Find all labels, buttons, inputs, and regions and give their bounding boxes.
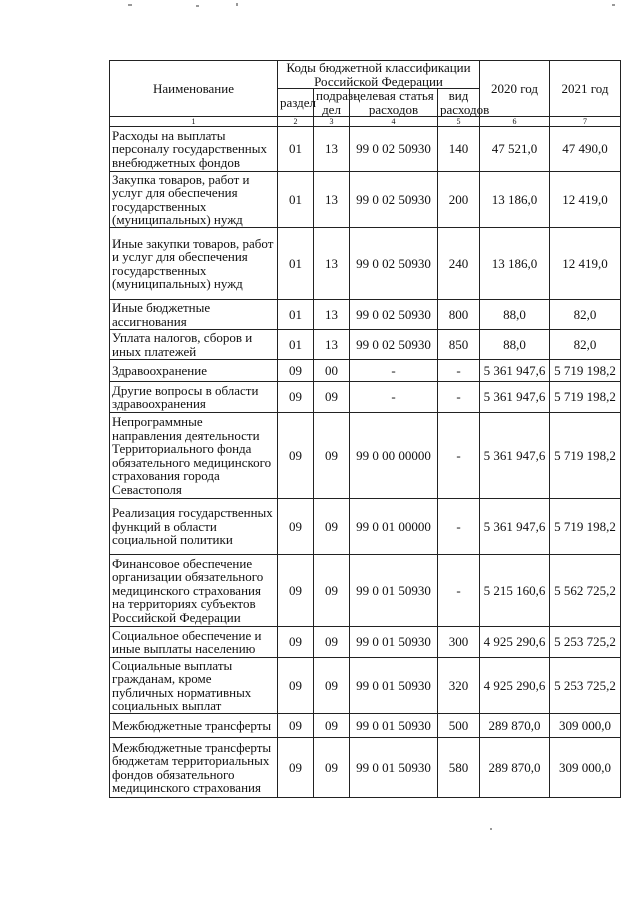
row-name: Финансовое обеспечение организации обязательного медицинского страхования на территориях субъектов Российской Федерации: [110, 555, 278, 627]
row-name: Социальное обеспечение и иные выплаты населению: [110, 627, 278, 658]
row-name: Иные закупки товаров, работ и услуг для обеспечения государственных (муниципальных) нужд: [110, 228, 278, 300]
row-razdel: 09: [278, 555, 314, 627]
row-amount-2021: 82,0: [550, 300, 621, 330]
row-celevaya-statya: 99 0 01 50930: [350, 738, 438, 798]
row-amount-2020: 13 186,0: [480, 228, 550, 300]
row-amount-2021: 5 719 198,2: [550, 382, 621, 413]
row-name: Здравоохранение: [110, 360, 278, 382]
row-name: Реализация государственных функций в области социальной политики: [110, 499, 278, 555]
row-name: Другие вопросы в области здравоохранения: [110, 382, 278, 413]
table-row: [110, 555, 621, 627]
row-amount-2020: 5 361 947,6: [480, 382, 550, 413]
table-row: [110, 360, 621, 382]
row-vid-rashodov: 320: [438, 658, 480, 714]
row-vid-rashodov: 800: [438, 300, 480, 330]
header-celevaya: целевая статья расходов: [350, 89, 438, 117]
header-podrazdel: подраз-дел: [314, 89, 350, 117]
row-amount-2020: 5 361 947,6: [480, 499, 550, 555]
table-row: [110, 413, 621, 499]
row-podrazdel: 09: [314, 555, 350, 627]
row-name: Расходы на выплаты персоналу государственных внебюджетных фондов: [110, 127, 278, 172]
row-name: Межбюджетные трансферты: [110, 714, 278, 738]
row-amount-2021: 5 719 198,2: [550, 499, 621, 555]
scan-mark: [612, 4, 615, 6]
row-podrazdel: 13: [314, 330, 350, 360]
row-razdel: 09: [278, 658, 314, 714]
row-razdel: 09: [278, 382, 314, 413]
row-razdel: 09: [278, 360, 314, 382]
row-name: Социальные выплаты гражданам, кроме публичных нормативных социальных выплат: [110, 658, 278, 714]
row-amount-2020: 5 215 160,6: [480, 555, 550, 627]
header-vid: вид расходов: [438, 89, 480, 117]
row-podrazdel: 09: [314, 382, 350, 413]
column-number: 7: [550, 117, 621, 127]
row-razdel: 01: [278, 228, 314, 300]
row-name: Непрограммные направления деятельности Территориального фонда обязательного медицинского страхования города Севастополя: [110, 413, 278, 499]
table-row: [110, 738, 621, 798]
row-razdel: 09: [278, 738, 314, 798]
header-codes: Коды бюджетной классификации Российской Федерации: [278, 61, 480, 89]
table-row: [110, 627, 621, 658]
row-celevaya-statya: 99 0 01 50930: [350, 627, 438, 658]
row-podrazdel: 09: [314, 627, 350, 658]
row-celevaya-statya: 99 0 01 00000: [350, 499, 438, 555]
row-amount-2021: 47 490,0: [550, 127, 621, 172]
row-name: Иные бюджетные ассигнования: [110, 300, 278, 330]
row-razdel: 09: [278, 627, 314, 658]
row-amount-2020: 5 361 947,6: [480, 360, 550, 382]
scan-mark: [196, 5, 199, 7]
row-celevaya-statya: 99 0 02 50930: [350, 172, 438, 228]
row-name: Закупка товаров, работ и услуг для обеспечения государственных (муниципальных) нужд: [110, 172, 278, 228]
table-row: [110, 658, 621, 714]
row-amount-2020: 13 186,0: [480, 172, 550, 228]
row-vid-rashodov: 850: [438, 330, 480, 360]
row-podrazdel: 00: [314, 360, 350, 382]
row-razdel: 01: [278, 330, 314, 360]
table-row: [110, 300, 621, 330]
table-row: [110, 228, 621, 300]
row-vid-rashodov: -: [438, 413, 480, 499]
row-podrazdel: 09: [314, 658, 350, 714]
row-podrazdel: 09: [314, 714, 350, 738]
row-amount-2021: 12 419,0: [550, 172, 621, 228]
row-podrazdel: 13: [314, 172, 350, 228]
row-amount-2020: 4 925 290,6: [480, 658, 550, 714]
row-amount-2021: 5 562 725,2: [550, 555, 621, 627]
row-amount-2021: 5 253 725,2: [550, 658, 621, 714]
row-amount-2021: 5 719 198,2: [550, 413, 621, 499]
row-vid-rashodov: -: [438, 360, 480, 382]
row-vid-rashodov: 240: [438, 228, 480, 300]
row-celevaya-statya: 99 0 02 50930: [350, 300, 438, 330]
row-amount-2021: 5 253 725,2: [550, 627, 621, 658]
column-number: 2: [278, 117, 314, 127]
row-name: Межбюджетные трансферты бюджетам территориальных фондов обязательного медицинского страхования: [110, 738, 278, 798]
row-amount-2020: 88,0: [480, 300, 550, 330]
column-number: 4: [350, 117, 438, 127]
row-celevaya-statya: 99 0 02 50930: [350, 330, 438, 360]
table-row: [110, 382, 621, 413]
row-celevaya-statya: 99 0 01 50930: [350, 555, 438, 627]
row-podrazdel: 13: [314, 300, 350, 330]
row-razdel: 09: [278, 499, 314, 555]
row-celevaya-statya: 99 0 02 50930: [350, 228, 438, 300]
row-vid-rashodov: -: [438, 555, 480, 627]
row-celevaya-statya: 99 0 01 50930: [350, 658, 438, 714]
row-amount-2020: 5 361 947,6: [480, 413, 550, 499]
header-year-2020: 2020 год: [480, 61, 550, 117]
row-razdel: 01: [278, 127, 314, 172]
scan-mark: [490, 828, 492, 830]
row-podrazdel: 09: [314, 413, 350, 499]
row-podrazdel: 09: [314, 499, 350, 555]
row-vid-rashodov: -: [438, 382, 480, 413]
table-row: [110, 330, 621, 360]
row-amount-2020: 289 870,0: [480, 738, 550, 798]
row-amount-2020: 289 870,0: [480, 714, 550, 738]
row-amount-2021: 12 419,0: [550, 228, 621, 300]
header-razdel: раздел: [278, 89, 314, 117]
column-number: 3: [314, 117, 350, 127]
column-number: 5: [438, 117, 480, 127]
row-amount-2021: 309 000,0: [550, 738, 621, 798]
header-name: Наименование: [110, 61, 278, 117]
row-podrazdel: 13: [314, 228, 350, 300]
row-vid-rashodov: 500: [438, 714, 480, 738]
table-row: [110, 172, 621, 228]
column-number: 6: [480, 117, 550, 127]
table-row: [110, 499, 621, 555]
column-number-row: [110, 117, 621, 127]
budget-table: [109, 60, 621, 798]
row-celevaya-statya: -: [350, 360, 438, 382]
row-vid-rashodov: 580: [438, 738, 480, 798]
row-amount-2021: 82,0: [550, 330, 621, 360]
table-row: [110, 714, 621, 738]
row-razdel: 01: [278, 300, 314, 330]
row-podrazdel: 09: [314, 738, 350, 798]
row-name: Уплата налогов, сборов и иных платежей: [110, 330, 278, 360]
header-year-2021: 2021 год: [550, 61, 621, 117]
row-vid-rashodov: -: [438, 499, 480, 555]
table-row: [110, 127, 621, 172]
row-celevaya-statya: 99 0 00 00000: [350, 413, 438, 499]
scan-mark: [236, 3, 238, 6]
row-celevaya-statya: -: [350, 382, 438, 413]
row-amount-2021: 5 719 198,2: [550, 360, 621, 382]
row-celevaya-statya: 99 0 02 50930: [350, 127, 438, 172]
row-amount-2021: 309 000,0: [550, 714, 621, 738]
row-vid-rashodov: 140: [438, 127, 480, 172]
row-amount-2020: 47 521,0: [480, 127, 550, 172]
row-amount-2020: 4 925 290,6: [480, 627, 550, 658]
row-razdel: 01: [278, 172, 314, 228]
row-razdel: 09: [278, 413, 314, 499]
row-razdel: 09: [278, 714, 314, 738]
scan-mark: [128, 4, 132, 6]
column-number: 1: [110, 117, 278, 127]
row-celevaya-statya: 99 0 01 50930: [350, 714, 438, 738]
row-amount-2020: 88,0: [480, 330, 550, 360]
row-podrazdel: 13: [314, 127, 350, 172]
row-vid-rashodov: 200: [438, 172, 480, 228]
row-vid-rashodov: 300: [438, 627, 480, 658]
